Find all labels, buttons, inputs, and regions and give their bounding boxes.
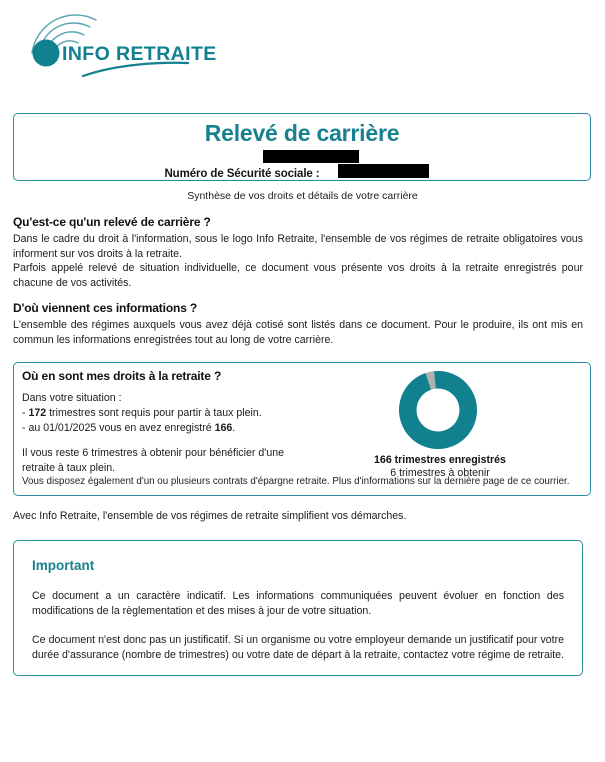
rights-summary-box [13,362,591,496]
rights-heading: Où en sont mes droits à la retraite ? [22,369,222,383]
remaining-quarters-value: 6 [82,447,89,459]
title-box [13,113,591,181]
donut-svg [386,367,490,453]
donut-caption-registered: 166 trimestres enregistrés [374,454,506,466]
reference-date: 01/01/2025 [43,421,97,434]
donut-slice-0 [399,371,477,449]
section-body-where-from: L'ensemble des régimes auxquels vous avez déjà cotisé sont listés dans ce document. Pour le produire, ils ont mis en commun les informations enregistrées tout au long de votre carrière. [13,319,583,346]
document-subtitle: Synthèse de vos droits et détails de votre carrière [187,190,418,202]
section-body-what-is: Dans le cadre du droit à l'information, sous le logo Info Retraite, l'ensemble de vos régimes de retraite obligatoires vous informent sur vos droits à la retraite. Parfois appelé relevé de situation individuelle, ce document vous présente vos droits à la retraite enregistrés pour chacune de vos activités. [13,233,583,289]
registered-quarters-value: 166 [214,421,233,434]
rights-line2-post: . [232,421,236,434]
important-paragraph-1: Ce document a un caractère indicatif. Les informations communiquées peuvent évoluer en fonction des modifications de la règlementation et des mises à jour de votre situation. [32,590,564,618]
logo-wordmark: INFO RETRAITE [62,43,217,65]
rights-remaining-text [22,446,284,476]
redacted-name-bar [263,150,359,163]
rights-line1-pre: - [22,406,29,419]
important-heading: Important [32,558,95,573]
redacted-ssn-bar [338,164,429,178]
info-retraite-logo [22,14,222,78]
rights-line2-mid: vous en avez enregistré [96,421,215,434]
quarters-donut-chart [386,367,490,453]
rights-intro: Dans votre situation : [22,392,122,404]
rights-line1-post: trimestres sont requis pour partir à taux plein. [46,406,262,419]
section-heading-where-from: D'où viennent ces informations ? [13,301,198,315]
rights-situation-text [22,391,362,435]
section-heading-what-is: Qu'est-ce qu'un relevé de carrière ? [13,215,211,229]
remaining-pre: Il vous reste [22,447,83,459]
donut-caption-remaining: 6 trimestres à obtenir [390,467,490,479]
important-box [13,540,583,676]
rights-line2-pre: - au [22,421,44,434]
brand-tagline: Avec Info Retraite, l'ensemble de vos régimes de retraite simplifient vos démarches. [13,510,407,522]
page-title: Relevé de carrière [204,120,400,146]
required-quarters-value: 172 [28,406,47,419]
logo-svg [22,14,222,78]
ssn-line [14,164,590,182]
savings-plan-note: Vous disposez également d'un ou plusieurs contrats d'épargne retraite. Plus d'informations sur la dernière page de ce courrier. [22,476,570,487]
important-paragraph-2: Ce document n'est donc pas un justificatif. Si un organisme ou votre employeur demande un justificatif pour votre durée d'assurance (nombre de trimestres) ou votre date de départ à la retraite, contactez votre régime de retraite. [32,634,564,662]
remaining-post: trimestres à obtenir pour bénéficier d'une retraite à taux plein. [22,447,284,474]
logo-dot-icon [33,40,60,67]
ssn-label: Numéro de Sécurité sociale : [164,168,320,180]
